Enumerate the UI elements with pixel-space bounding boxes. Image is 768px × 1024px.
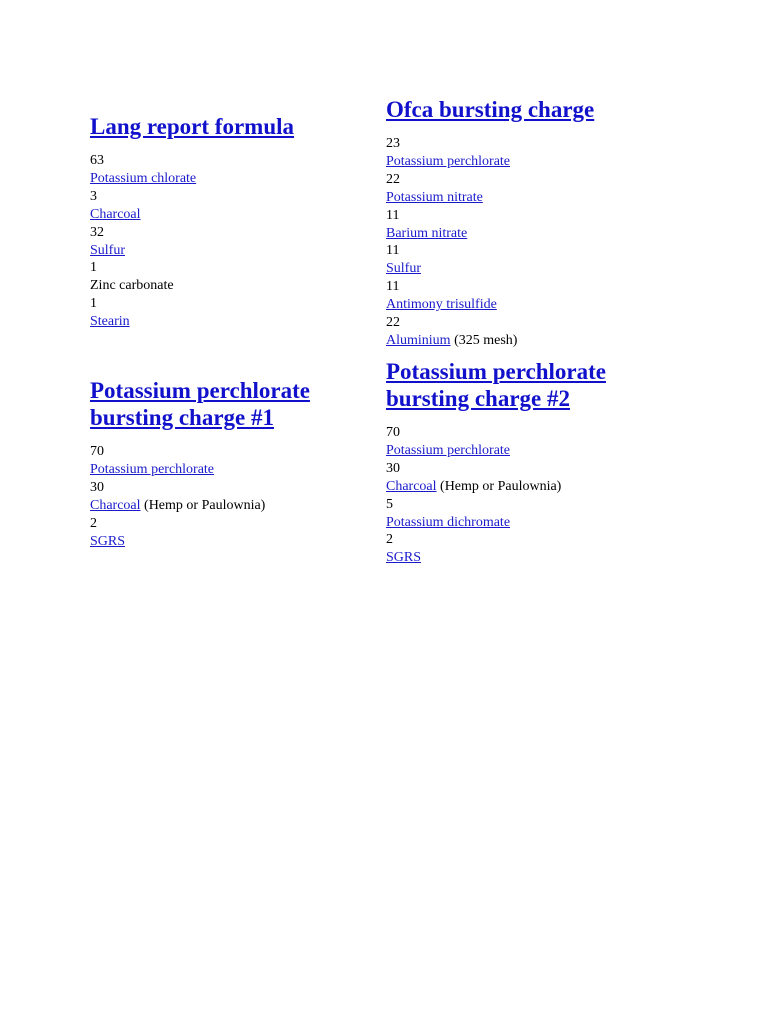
ingredient-line — [386, 442, 676, 460]
card-title — [90, 377, 380, 431]
ingredient-line — [90, 242, 380, 260]
ingredient-amount: 1 — [90, 260, 97, 276]
title-link[interactable]: Potassium perchlorate bursting charge #2 — [386, 359, 606, 411]
title-link[interactable]: Lang report formula — [90, 114, 295, 139]
ingredient-amount: 70 — [90, 444, 104, 459]
ingredient-note: (Hemp or Paulownia) — [140, 497, 266, 513]
ingredient-link[interactable]: Charcoal — [90, 497, 141, 513]
ingredient-amount: 22 — [386, 171, 400, 187]
ingredient-link[interactable]: Potassium chlorate — [90, 170, 197, 186]
ingredient-name: Zinc carbonate — [90, 278, 174, 294]
ingredient-link[interactable]: SGRS — [386, 550, 422, 566]
ingredient-amount: 3 — [90, 188, 97, 204]
ingredient-link[interactable]: Potassium perchlorate — [90, 461, 215, 477]
ingredient-link[interactable]: Stearin — [90, 314, 130, 330]
ingredient-amount: 32 — [90, 224, 104, 240]
ingredient-amount: 30 — [90, 479, 104, 495]
ingredient-line — [386, 478, 676, 496]
ingredient-line — [386, 260, 676, 278]
ingredient-line — [386, 549, 676, 567]
ingredient-amount: 70 — [386, 425, 400, 440]
ingredient-line — [386, 514, 676, 532]
title-link[interactable]: Potassium perchlorate bursting charge #1 — [90, 378, 310, 430]
ingredient-note: (325 mesh) — [450, 332, 518, 348]
ingredient-amount: 11 — [386, 279, 400, 295]
ingredient-line — [90, 533, 380, 551]
formula-card-lang-report — [90, 113, 380, 331]
ingredient-amount: 11 — [386, 207, 400, 223]
ingredient-link[interactable]: Aluminium — [386, 332, 451, 348]
ingredient-line — [90, 497, 380, 515]
formula-card-kp-bursting-1 — [90, 377, 380, 550]
ingredient-link[interactable]: Barium nitrate — [386, 225, 468, 241]
formula-card-kp-bursting-2 — [386, 358, 676, 567]
ingredient-link[interactable]: Charcoal — [386, 478, 437, 494]
ingredient-line — [386, 189, 676, 207]
formula-card-ofca — [386, 96, 676, 350]
ingredient-amount: 2 — [386, 532, 393, 548]
ingredient-line — [90, 170, 380, 188]
ingredient-list — [386, 424, 676, 567]
ingredient-amount: 11 — [386, 243, 400, 259]
ingredient-link[interactable]: Sulfur — [386, 261, 421, 277]
ingredient-line — [90, 277, 380, 295]
ingredient-line — [386, 225, 676, 243]
ingredient-line — [90, 461, 380, 479]
ingredient-link[interactable]: Potassium nitrate — [386, 189, 483, 205]
ingredient-amount: 5 — [386, 496, 393, 512]
card-title — [386, 96, 676, 123]
card-title — [90, 113, 380, 140]
ingredient-link[interactable]: SGRS — [90, 533, 126, 549]
ingredient-list — [90, 152, 380, 331]
ingredient-line — [386, 153, 676, 171]
ingredient-list — [386, 135, 676, 350]
ingredient-note: (Hemp or Paulownia) — [436, 478, 562, 494]
ingredient-line — [386, 296, 676, 314]
ingredient-list — [90, 443, 380, 550]
ingredient-link[interactable]: Potassium dichromate — [386, 514, 511, 530]
ingredient-link[interactable]: Potassium perchlorate — [386, 153, 511, 169]
ingredient-link[interactable]: Antimony trisulfide — [386, 297, 497, 313]
ingredient-link[interactable]: Sulfur — [90, 242, 125, 258]
ingredient-amount: 30 — [386, 460, 400, 476]
ingredient-amount: 2 — [90, 515, 97, 531]
ingredient-amount: 63 — [90, 153, 104, 168]
ingredient-amount: 1 — [90, 296, 97, 312]
ingredient-link[interactable]: Potassium perchlorate — [386, 442, 511, 458]
title-link[interactable]: Ofca bursting charge — [386, 97, 595, 122]
ingredient-line — [90, 313, 380, 331]
ingredient-link[interactable]: Charcoal — [90, 206, 141, 222]
ingredient-amount: 23 — [386, 136, 400, 151]
ingredient-line — [386, 332, 676, 350]
ingredient-amount: 22 — [386, 315, 400, 331]
ingredient-line — [90, 206, 380, 224]
card-title — [386, 358, 676, 412]
